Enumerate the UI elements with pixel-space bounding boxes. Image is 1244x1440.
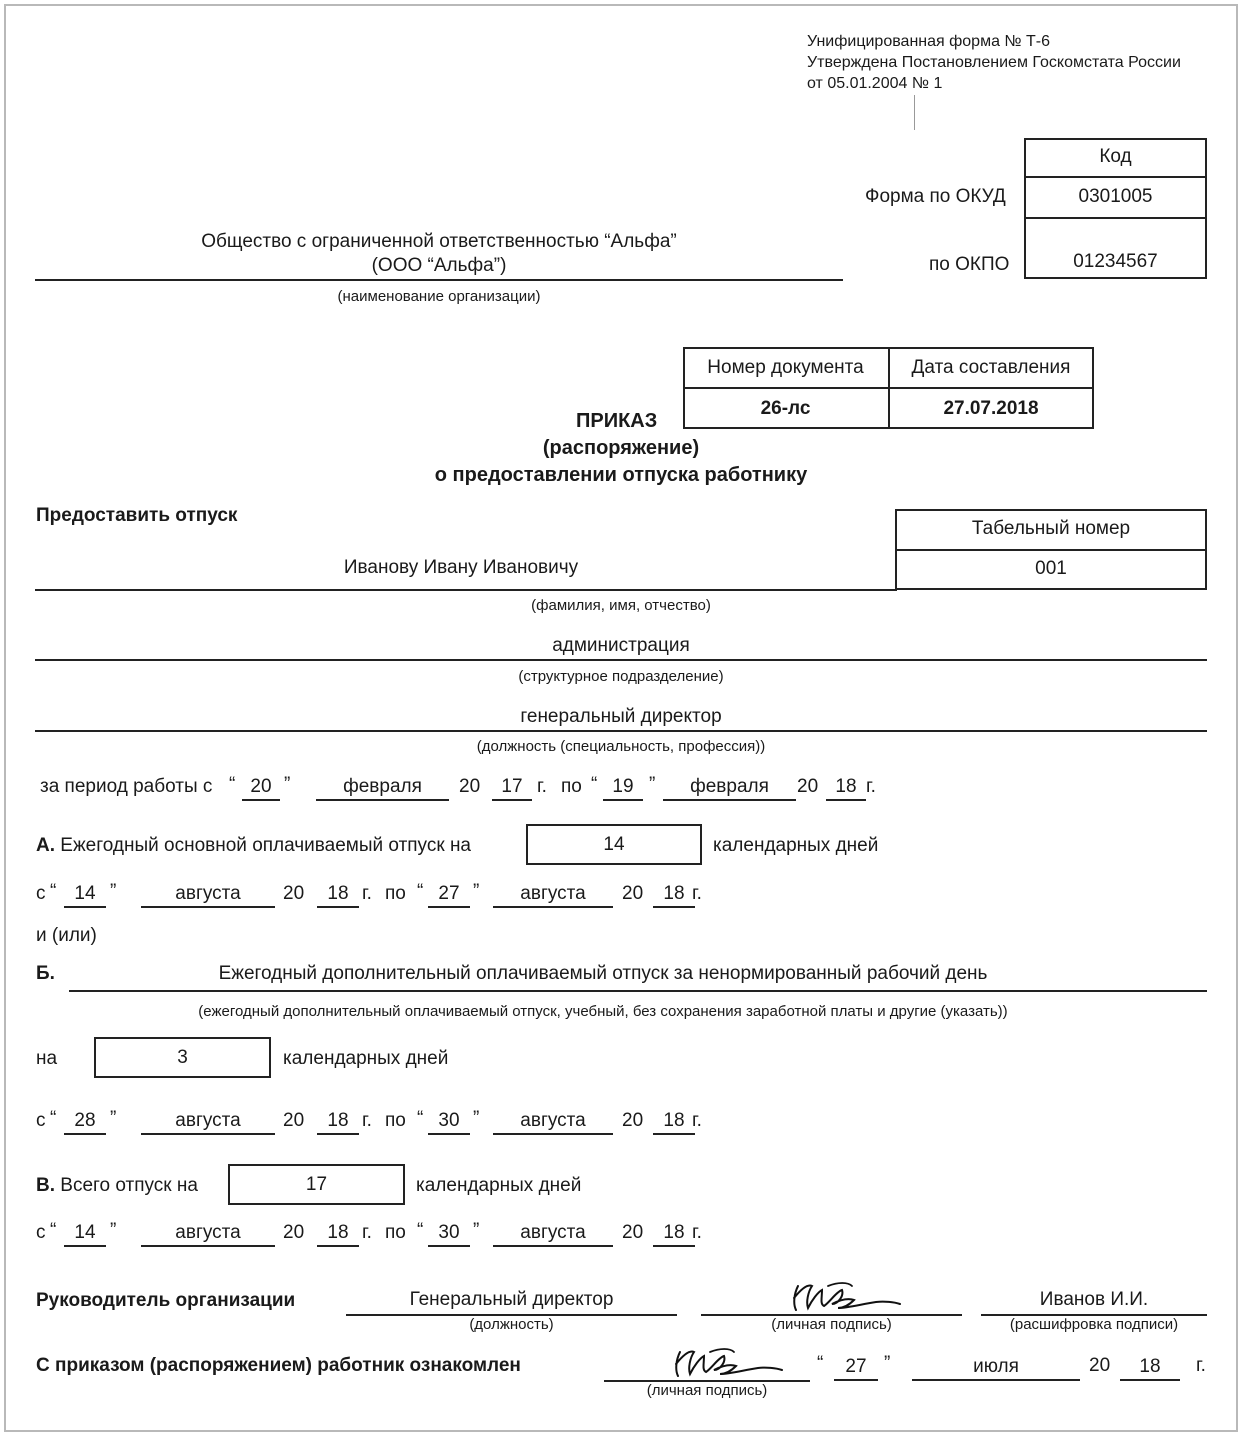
- fio-caption: (фамилия, имя, отчество): [531, 597, 711, 614]
- org-name-line2: (ООО “Альфа”): [371, 255, 507, 276]
- to-label: по: [385, 1222, 406, 1243]
- to-label: по: [385, 883, 406, 904]
- year-prefix: 20: [622, 883, 644, 904]
- org-caption: (наименование организации): [337, 288, 541, 305]
- to-label: по: [385, 1110, 406, 1131]
- department: администрация: [552, 635, 690, 656]
- section-b-on-label: на: [36, 1048, 58, 1069]
- section-a-days-suffix: календарных дней: [713, 835, 879, 856]
- ack-label: С приказом (распоряжением) работник ознакомлен: [36, 1355, 521, 1376]
- department-caption: (структурное подразделение): [518, 668, 724, 685]
- period-to-year-prefix: 20: [797, 776, 819, 797]
- section-a-to-day: 27: [428, 882, 470, 908]
- head-label: Руководитель организации: [36, 1290, 296, 1311]
- quote-close: ”: [473, 881, 480, 902]
- section-a-from-year: 18: [317, 882, 359, 908]
- section-v-from-month: августа: [141, 1221, 275, 1247]
- doc-number-header: Номер документа: [707, 356, 864, 378]
- quote-close: ”: [110, 881, 117, 902]
- section-a-from-month: августа: [141, 882, 275, 908]
- year-prefix: 20: [622, 1222, 644, 1243]
- quote-open: “: [817, 1353, 824, 1374]
- period-to-year: 18: [826, 775, 866, 801]
- quote-open: “: [50, 1220, 57, 1241]
- doc-date-value: 27.07.2018: [943, 397, 1039, 419]
- okud-label: Форма по ОКУД: [865, 186, 1006, 207]
- section-a-from-day: 14: [64, 882, 106, 908]
- section-b-letter: Б.: [36, 963, 55, 984]
- quote-open: “: [50, 1108, 57, 1129]
- year-suffix: г.: [362, 1110, 372, 1131]
- quote-close: ”: [649, 774, 656, 795]
- section-v-days: 17: [228, 1164, 405, 1205]
- year-prefix: 20: [283, 1222, 305, 1243]
- okpo-value: 01234567: [1073, 251, 1158, 272]
- doc-title: ПРИКАЗ: [576, 410, 658, 432]
- section-a-label: А. Ежегодный основной оплачиваемый отпуск на: [36, 835, 471, 856]
- section-v-label: В. Всего отпуск на: [36, 1175, 198, 1196]
- code-header: Код: [1099, 146, 1132, 167]
- codes-divider: [1024, 217, 1207, 219]
- and-or: и (или): [36, 925, 97, 946]
- from-prefix: с: [36, 1110, 46, 1131]
- period-to-month: февраля: [663, 775, 796, 801]
- form-title-line3: от 05.01.2004 № 1: [807, 75, 943, 92]
- section-b-to-year: 18: [653, 1109, 695, 1135]
- quote-close: ”: [110, 1220, 117, 1241]
- org-name-line1: Общество с ограниченной ответственностью “Альфа”: [201, 231, 677, 252]
- signature-caption: (личная подпись): [771, 1316, 892, 1333]
- section-v-days-suffix: календарных дней: [416, 1175, 582, 1196]
- head-position: Генеральный директор: [409, 1289, 614, 1310]
- head-name: Иванов И.И.: [1039, 1289, 1149, 1310]
- section-b-days: 3: [94, 1037, 271, 1078]
- section-v-to-year: 18: [653, 1221, 695, 1247]
- year-suffix: г.: [692, 1222, 702, 1243]
- section-b-caption: (ежегодный дополнительный оплачиваемый отпуск, учебный, без сохранения заработной платы и другие (указать)): [198, 1003, 1008, 1020]
- quote-close: ”: [473, 1220, 480, 1241]
- grant-label: Предоставить отпуск: [36, 505, 238, 526]
- quote-close: ”: [110, 1108, 117, 1129]
- section-v-to-day: 30: [428, 1221, 470, 1247]
- okpo-label: по ОКПО: [929, 254, 1010, 275]
- position: генеральный директор: [520, 706, 722, 727]
- doc-subject: о предоставлении отпуска работнику: [434, 464, 808, 486]
- employee-signature-icon: [670, 1344, 790, 1384]
- quote-open: “: [591, 774, 598, 795]
- ack-signature-caption: (личная подпись): [646, 1382, 768, 1399]
- section-v-from-day: 14: [64, 1221, 106, 1247]
- section-v-from-year: 18: [317, 1221, 359, 1247]
- department-line: [35, 659, 1207, 661]
- period-to-day: 19: [603, 775, 643, 801]
- ack-year-suffix: г.: [1196, 1355, 1206, 1376]
- quote-close: ”: [884, 1353, 891, 1374]
- from-prefix: с: [36, 883, 46, 904]
- doc-subtitle: (распоряжение): [542, 437, 700, 459]
- period-label: за период работы с: [40, 776, 213, 797]
- ack-year-prefix: 20: [1089, 1355, 1111, 1376]
- ack-month: июля: [912, 1355, 1080, 1381]
- form-title-line1: Унифицированная форма № Т-6: [807, 33, 1051, 50]
- quote-open: “: [50, 881, 57, 902]
- ack-day: 27: [834, 1355, 878, 1381]
- form-title-line2: Утверждена Постановлением Госкомстата России: [807, 54, 1181, 71]
- section-b-days-suffix: календарных дней: [283, 1048, 449, 1069]
- year-prefix: 20: [622, 1110, 644, 1131]
- year-suffix: г.: [866, 776, 876, 797]
- section-b-to-day: 30: [428, 1109, 470, 1135]
- section-b-from-year: 18: [317, 1109, 359, 1135]
- year-suffix: г.: [362, 1222, 372, 1243]
- year-suffix: г.: [692, 883, 702, 904]
- name-caption: (расшифровка подписи): [1009, 1316, 1179, 1333]
- quote-open: “: [417, 881, 424, 902]
- doc-date-header: Дата составления: [911, 356, 1071, 378]
- tab-number-header: Табельный номер: [971, 518, 1131, 539]
- year-prefix: 20: [283, 883, 305, 904]
- head-signature-icon: [788, 1278, 908, 1318]
- quote-open: “: [417, 1220, 424, 1241]
- quote-open: “: [417, 1108, 424, 1129]
- okud-value: 0301005: [1078, 185, 1153, 207]
- quote-open: “: [229, 774, 236, 795]
- doc-number-value: 26-лс: [760, 397, 811, 419]
- header-divider: [914, 95, 915, 130]
- year-suffix: г.: [692, 1110, 702, 1131]
- quote-close: ”: [284, 774, 291, 795]
- period-from-year-prefix: 20: [459, 776, 481, 797]
- period-from-day: 20: [242, 775, 280, 801]
- position-caption: (должность): [469, 1316, 554, 1333]
- year-suffix: г.: [362, 883, 372, 904]
- section-a-days: 14: [526, 824, 702, 865]
- section-b-from-month: августа: [141, 1109, 275, 1135]
- section-v-to-month: августа: [493, 1221, 613, 1247]
- period-from-month: февраля: [316, 775, 449, 801]
- from-prefix: с: [36, 1222, 46, 1243]
- employee-fio: Иванову Ивану Ивановичу: [343, 557, 579, 578]
- section-b-type: Ежегодный дополнительный оплачиваемый отпуск за ненормированный рабочий день: [218, 963, 988, 984]
- position-caption: (должность (специальность, профессия)): [476, 738, 766, 755]
- position-line: [35, 730, 1207, 732]
- year-suffix: г.: [537, 776, 547, 797]
- fio-line: [35, 589, 897, 591]
- year-prefix: 20: [283, 1110, 305, 1131]
- section-b-to-month: августа: [493, 1109, 613, 1135]
- section-a-to-month: августа: [493, 882, 613, 908]
- period-from-year: 17: [492, 775, 532, 801]
- ack-year: 18: [1120, 1355, 1180, 1381]
- period-to-label: по: [561, 776, 582, 797]
- section-a-to-year: 18: [653, 882, 695, 908]
- tab-number-value: 001: [1035, 558, 1067, 579]
- section-b-from-day: 28: [64, 1109, 106, 1135]
- section-b-line: [69, 990, 1207, 992]
- org-name-line: [35, 279, 843, 281]
- quote-close: ”: [473, 1108, 480, 1129]
